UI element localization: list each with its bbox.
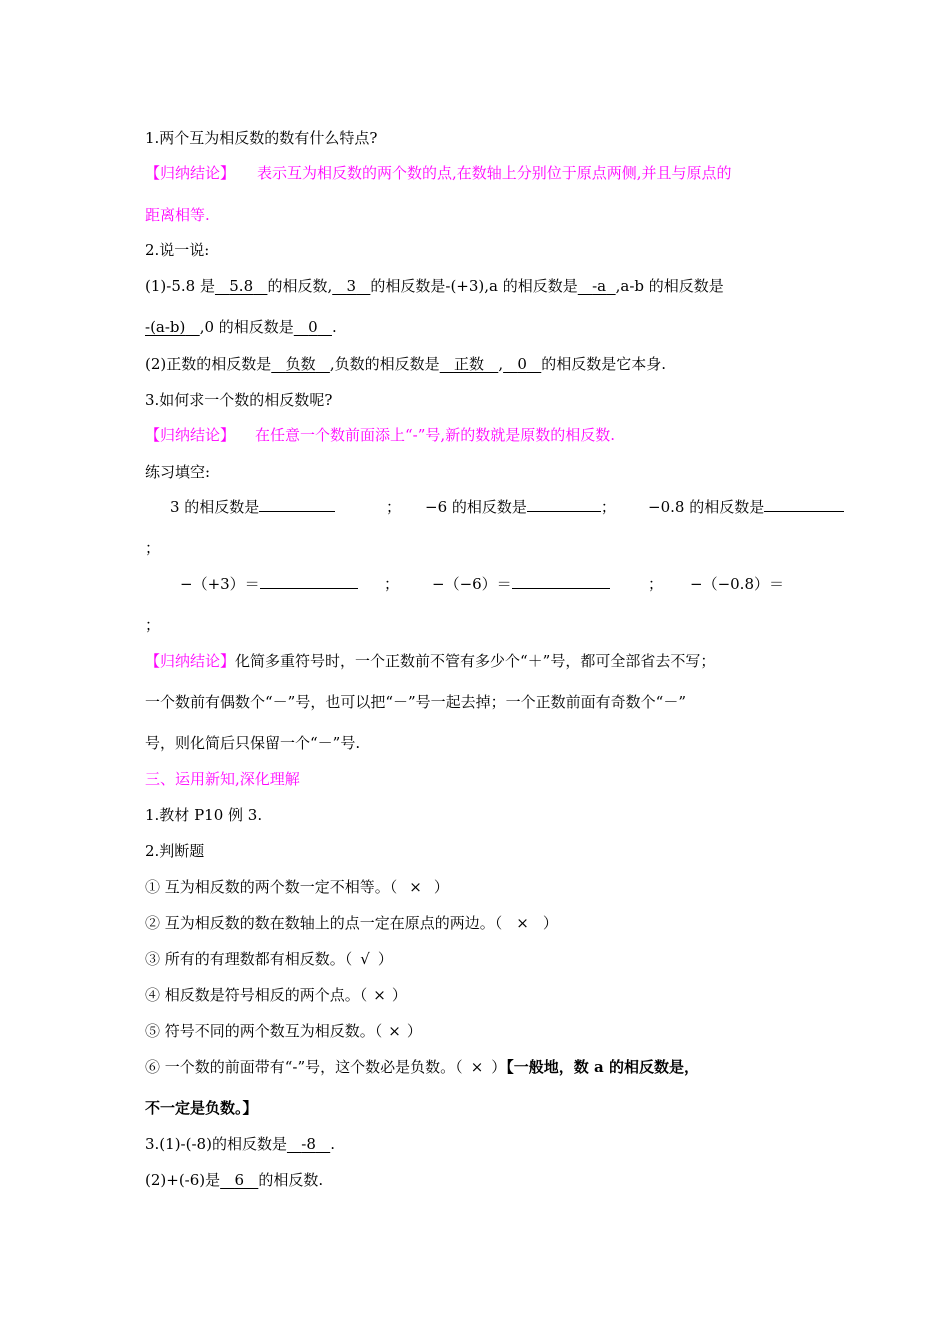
text: 的相反数.	[258, 1171, 324, 1189]
text: (1)-5.8 是	[145, 277, 215, 295]
section-3-heading: 三、运用新知,深化理解	[145, 770, 300, 788]
question-2-2	[145, 354, 666, 374]
exercise-2: 2.判断题	[145, 842, 205, 860]
answer-blank	[145, 318, 200, 336]
text: ⑤ 符号不同的两个数互为相反数。（	[145, 1022, 383, 1040]
answer: 0	[308, 318, 318, 336]
mark: ×	[388, 1022, 401, 1040]
judge-item	[145, 949, 393, 969]
conclusion-2	[145, 425, 615, 445]
answer-blank	[578, 277, 616, 295]
text: .	[330, 1135, 335, 1153]
judge-item	[145, 877, 449, 897]
blank-line	[512, 574, 610, 589]
text: ,	[498, 355, 504, 373]
question-2-1-line-1	[145, 276, 724, 296]
text: 3 的相反数是	[170, 498, 260, 516]
note: 【一般地，数 a 的相反数是，	[506, 1058, 699, 1076]
fill-2b	[432, 574, 610, 594]
fill-1c	[648, 497, 844, 517]
text: ）	[433, 878, 449, 896]
conclusion-1-line-1	[145, 163, 732, 183]
answer-blank	[215, 277, 267, 295]
text: ④ 相反数是符号相反的两个点。（	[145, 986, 368, 1004]
fill-1a	[170, 497, 335, 517]
practice-heading: 练习填空:	[145, 463, 211, 481]
answer-blank	[220, 1171, 258, 1189]
separator: ；	[600, 498, 616, 516]
text: −6 的相反数是	[425, 498, 527, 516]
question-2: 2.说一说:	[145, 241, 210, 259]
question-2-1-line-2	[145, 317, 337, 337]
text: 的相反数是-(+3),a 的相反数是	[370, 277, 578, 295]
conclusion-tag: 【归纳结论】	[145, 426, 236, 444]
conclusion-text: 化简多重符号时，一个正数前不管有多少个“＋”号，都可全部省去不写；	[235, 652, 716, 670]
text: 的相反数,	[267, 277, 333, 295]
text: ）	[542, 914, 558, 932]
text: 3.(1)-(-8)的相反数是	[145, 1135, 287, 1153]
separator: ；	[648, 575, 664, 593]
text: ）	[406, 1022, 422, 1040]
text: ② 互为相反数的数在数轴上的点一定在原点的两边。（	[145, 914, 503, 932]
text: ,负数的相反数是	[329, 355, 440, 373]
conclusion-1-line-2: 距离相等.	[145, 206, 210, 224]
mark: √	[360, 950, 370, 968]
blank-line	[260, 574, 358, 589]
text: −（+3）＝	[180, 575, 260, 593]
conclusion-3-line-1	[145, 651, 715, 671]
separator: ；	[145, 616, 161, 634]
fill-1b	[425, 497, 616, 517]
text: (2)正数的相反数是	[145, 355, 272, 373]
answer: -a	[592, 277, 607, 295]
answer: -8	[301, 1135, 316, 1153]
judge-note-line-2: 不一定是负数。】	[145, 1099, 258, 1117]
exercise-3-2	[145, 1170, 323, 1190]
answer: -(a-b)	[145, 318, 186, 336]
answer-blank	[440, 355, 499, 373]
text: .	[331, 318, 337, 336]
answer-blank	[287, 1135, 330, 1153]
answer: 负数	[285, 355, 316, 373]
mark: ×	[409, 878, 422, 896]
answer: 5.8	[229, 277, 254, 295]
text: −0.8 的相反数是	[648, 498, 765, 516]
exercise-1: 1.教材 P10 例 3.	[145, 806, 263, 824]
conclusion-text: 在任意一个数前面添上“-”号,新的数就是原数的相反数.	[255, 426, 615, 444]
blank-line	[764, 497, 844, 512]
answer-blank	[294, 318, 332, 336]
judge-item	[145, 1057, 699, 1077]
judge-item	[145, 1021, 422, 1041]
separator: ；	[145, 539, 161, 557]
text: 的相反数是它本身.	[541, 355, 667, 373]
judge-item	[145, 913, 558, 933]
question-3: 3.如何求一个数的相反数呢?	[145, 391, 333, 409]
answer: 正数	[453, 355, 484, 373]
fill-2c: −（−0.8）＝	[690, 575, 784, 593]
conclusion-3-line-3: 号，则化简后只保留一个“－”号.	[145, 734, 361, 752]
text: −（−6）＝	[432, 575, 512, 593]
answer: 0	[517, 355, 527, 373]
mark: ×	[470, 1058, 484, 1076]
text: ,0 的相反数是	[199, 318, 294, 336]
conclusion-tag: 【归纳结论】	[145, 164, 236, 182]
conclusion-tag: 【归纳结论】	[145, 652, 236, 670]
mark: ×	[516, 914, 529, 932]
text: ③ 所有的有理数都有相反数。（	[145, 950, 353, 968]
blank-line	[259, 497, 335, 512]
text: ）	[391, 986, 407, 1004]
text: ,a-b 的相反数是	[615, 277, 724, 295]
exercise-3-1	[145, 1134, 335, 1154]
blank-line	[527, 497, 601, 512]
answer-blank	[503, 355, 541, 373]
separator: ；	[384, 575, 400, 593]
question-1: 1.两个互为相反数的数有什么特点?	[145, 129, 378, 147]
conclusion-text: 表示互为相反数的两个数的点,在数轴上分别位于原点两侧,并且与原点的	[257, 164, 732, 182]
conclusion-3-line-2: 一个数前有偶数个“－”号，也可以把“－”号一起去掉；一个正数前面有奇数个“－”	[145, 693, 687, 711]
judge-item	[145, 985, 407, 1005]
text: ）	[377, 950, 393, 968]
answer: 3	[346, 277, 357, 295]
text: ① 互为相反数的两个数一定不相等。（	[145, 878, 398, 896]
answer: 6	[234, 1171, 244, 1189]
answer-blank	[271, 355, 330, 373]
answer-blank	[332, 277, 370, 295]
text: ）	[491, 1058, 507, 1076]
fill-2a	[180, 574, 358, 594]
mark: ×	[373, 986, 386, 1004]
text: (2)+(-6)是	[145, 1171, 221, 1189]
separator: ；	[386, 498, 402, 516]
text: ⑥ 一个数的前面带有“-”号，这个数必是负数。（	[145, 1058, 463, 1076]
